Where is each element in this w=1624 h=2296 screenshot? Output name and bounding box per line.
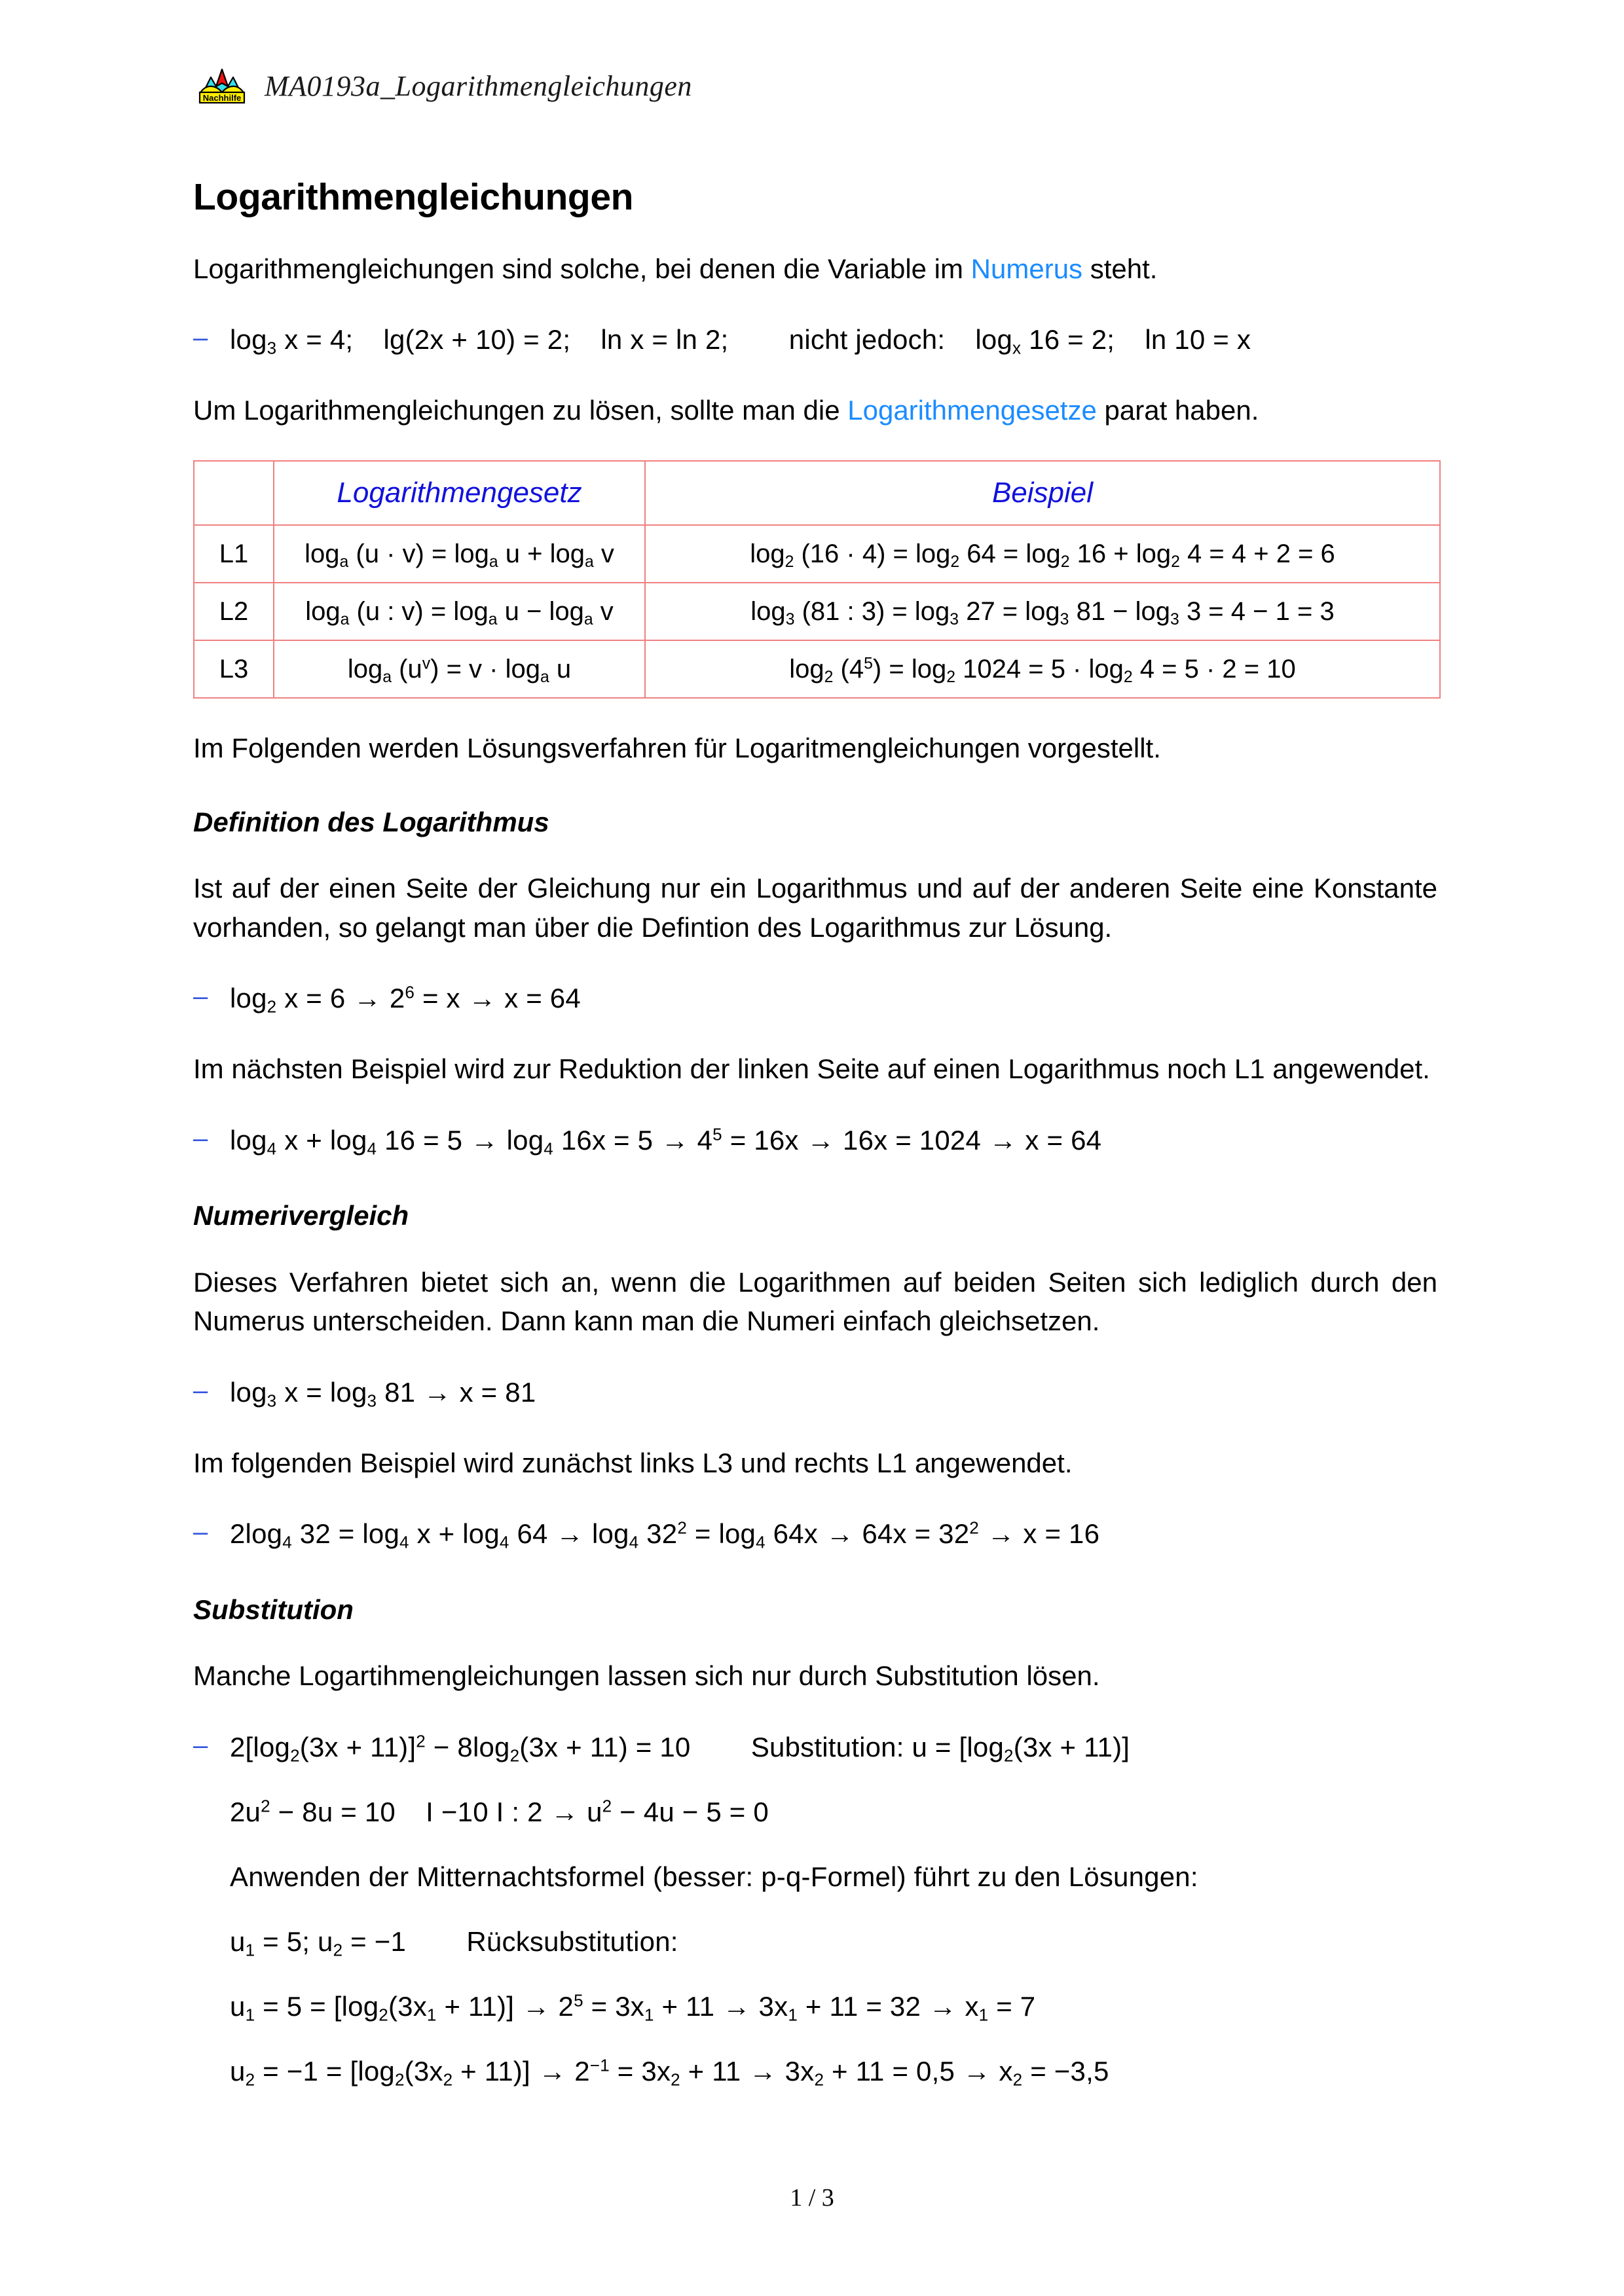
eq-exponent: 6 bbox=[405, 982, 415, 1002]
log-base: 2 bbox=[290, 1745, 300, 1765]
log-token: log bbox=[230, 1125, 267, 1156]
eq-part: 81 bbox=[377, 1376, 416, 1408]
logarithm-laws-table bbox=[193, 460, 1441, 699]
section-heading-numerivergleich: Numerivergleich bbox=[193, 1200, 409, 1231]
implies-arrow-icon: → bbox=[987, 1518, 1015, 1550]
log-base: 4 bbox=[399, 1532, 409, 1552]
eq-part: 4 bbox=[697, 1125, 713, 1156]
eq-part: 16 = 5 bbox=[377, 1125, 463, 1156]
ex-sub: 3 bbox=[785, 610, 795, 629]
intro-paragraph-1 bbox=[193, 249, 1437, 289]
example-numerivergleich-2 bbox=[193, 1512, 1437, 1555]
law-token: v bbox=[593, 539, 614, 568]
log-base: 2 bbox=[394, 2069, 405, 2090]
eq-part: (3x + 11) = 10 bbox=[519, 1731, 691, 1762]
eq-part: x bbox=[999, 2056, 1013, 2087]
example-numerivergleich bbox=[193, 1371, 1437, 1413]
row-label-l1: L1 bbox=[194, 525, 274, 583]
eq-result: x = 81 bbox=[459, 1376, 536, 1408]
eq-exponent: 2 bbox=[969, 1518, 979, 1539]
numerivergleich-paragraph: Dieses Verfahren bietet sich an, wenn die Logarithmen auf beiden Seiten sich lediglich durch den Numerus unterscheiden. Dann kann man die Numeri einfach gleichsetzen. bbox=[193, 1266, 1437, 1337]
table-row bbox=[194, 640, 1440, 698]
eq-part: 64x = 32 bbox=[862, 1518, 970, 1550]
eq-part: + 11 bbox=[654, 1990, 715, 2022]
example-intro bbox=[193, 318, 1437, 361]
law-token: (u : v) = log bbox=[349, 596, 489, 626]
var-index: 1 bbox=[788, 2005, 798, 2025]
ex-token: log bbox=[750, 539, 785, 568]
eq-part: + 11 bbox=[680, 2056, 741, 2087]
eq-part: (3x + 11)] bbox=[299, 1731, 416, 1762]
eq-part: = −1 = [log bbox=[255, 2056, 395, 2087]
law-sup: v bbox=[422, 654, 431, 672]
eq-result: − 4u − 5 = 0 bbox=[612, 1796, 769, 1827]
eq-exponent: 2 bbox=[416, 1731, 426, 1751]
ex-token: 27 = log bbox=[959, 596, 1060, 626]
implies-arrow-icon: → bbox=[551, 1796, 579, 1827]
law-sub: a bbox=[488, 610, 498, 629]
ex-token: 64 = log bbox=[959, 539, 1061, 568]
numerivergleich-paragraph-2: Im folgenden Beispiel wird zunächst links L3 und rechts L1 angewendet. bbox=[193, 1447, 1073, 1478]
eq-part: 32 = log bbox=[291, 1518, 400, 1550]
implies-arrow-icon: → bbox=[522, 1990, 550, 2022]
row-law-l2 bbox=[274, 583, 645, 640]
implies-arrow-icon: → bbox=[423, 1376, 452, 1408]
law-token: u bbox=[549, 654, 572, 683]
definition-paragraph-2: Im nächsten Beispiel wird zur Reduktion der linken Seite auf einen Logarithmus noch L1 angewendet. bbox=[193, 1053, 1430, 1085]
table-row bbox=[194, 583, 1440, 640]
header-cell-empty bbox=[194, 461, 274, 525]
substitution-line-6 bbox=[193, 2050, 1437, 2092]
bullet-dash-icon: – bbox=[193, 1376, 208, 1405]
log-token: log bbox=[591, 1518, 629, 1550]
log-base: 2 bbox=[378, 2005, 388, 2025]
ex-token: 4 = 5 · 2 = 10 bbox=[1132, 654, 1296, 683]
definition-paragraph: Ist auf der einen Seite der Gleichung nur ein Logarithmus und auf der anderen Seite eine Konstante vorhanden, so gelangt man über die Defintion des Logarithmus zur Lösung. bbox=[193, 873, 1437, 943]
var-index: 1 bbox=[426, 2005, 437, 2025]
highlight-logarithmengesetze: Logarithmengesetze bbox=[847, 395, 1097, 426]
eq-exponent: 5 bbox=[574, 1990, 583, 2011]
eq-part: 3x bbox=[758, 1990, 788, 2022]
eq-part: x + log bbox=[409, 1518, 500, 1550]
ex-sub: 3 bbox=[1170, 610, 1179, 629]
eq-part: (3x bbox=[388, 1990, 427, 2022]
log-token: 2log bbox=[230, 1518, 283, 1550]
ex-token: ) = log bbox=[872, 654, 947, 683]
row-label-l2: L2 bbox=[194, 583, 274, 640]
implies-arrow-icon: → bbox=[826, 1518, 854, 1550]
page-header bbox=[196, 65, 692, 106]
ex-token: 3 = 4 − 1 = 3 bbox=[1179, 596, 1335, 626]
law-sub: a bbox=[340, 610, 350, 629]
eq-part: − 8log bbox=[425, 1731, 510, 1762]
document-code: MA0193a_Logarithmengleichungen bbox=[265, 69, 692, 102]
substitution-line-1 bbox=[230, 1726, 1130, 1768]
implies-arrow-icon: → bbox=[354, 983, 382, 1014]
var-index: 1 bbox=[978, 2005, 989, 2025]
log-base: 2 bbox=[509, 1745, 520, 1765]
eq-rest-2: 16 = 2; bbox=[1021, 324, 1115, 355]
eq-6: ln 10 = x bbox=[1145, 324, 1251, 355]
logo-text: Nachhilfe bbox=[202, 93, 242, 103]
intro-text-before: Logarithmengleichungen sind solche, bei denen die Variable im bbox=[193, 253, 971, 284]
implies-arrow-icon: → bbox=[722, 1990, 750, 2022]
ex-sub: 2 bbox=[784, 553, 794, 571]
law-sub: a bbox=[540, 668, 549, 686]
eq-part: = x bbox=[415, 983, 460, 1014]
var-index: 2 bbox=[245, 2069, 255, 2090]
eq-part: = 5 = [log bbox=[255, 1990, 379, 2022]
eq-part: 2 bbox=[574, 2056, 590, 2087]
ex-token: (4 bbox=[833, 654, 864, 683]
intro-text-after: steht. bbox=[1082, 253, 1158, 284]
ex-token: 1024 = 5 · log bbox=[955, 654, 1124, 683]
log-base: 3 bbox=[367, 1391, 377, 1411]
ex-sub: 2 bbox=[1123, 668, 1133, 686]
ex-sub: 3 bbox=[950, 610, 959, 629]
log-base: 4 bbox=[629, 1532, 639, 1552]
eq-operation: I −10 I : 2 bbox=[426, 1796, 543, 1827]
table-header-row bbox=[194, 461, 1440, 525]
eq-part: 16x = 1024 bbox=[843, 1125, 982, 1156]
eq-result: = −3,5 bbox=[1022, 2056, 1109, 2087]
implies-arrow-icon: → bbox=[989, 1125, 1017, 1156]
section-heading-definition: Definition des Logarithmus bbox=[193, 806, 549, 837]
law-token: log bbox=[347, 654, 383, 683]
law-token: log bbox=[305, 596, 341, 626]
eq-part: (3x bbox=[404, 2056, 443, 2087]
nachhilfe-logo-icon bbox=[196, 65, 248, 106]
intro-paragraph-2 bbox=[193, 391, 1437, 430]
ex-sup: 5 bbox=[864, 654, 873, 672]
example-definition-math bbox=[230, 977, 581, 1019]
ex-token: (81 : 3) = log bbox=[794, 596, 950, 626]
eq-exponent: 5 bbox=[712, 1124, 722, 1144]
implies-arrow-icon: → bbox=[470, 1125, 499, 1156]
eq-result: = 7 bbox=[988, 1990, 1036, 2022]
eq-part: = log bbox=[687, 1518, 756, 1550]
example-definition bbox=[193, 977, 1437, 1019]
ruecksubstitution-label: Rücksubstitution: bbox=[466, 1925, 678, 1957]
var-index: 2 bbox=[814, 2069, 824, 2090]
implies-arrow-icon: → bbox=[556, 1518, 584, 1550]
eq-part: 64 bbox=[509, 1518, 548, 1550]
eq-part: 64x bbox=[765, 1518, 818, 1550]
eq-part: u bbox=[230, 2056, 246, 2087]
highlight-numerus: Numerus bbox=[970, 253, 1083, 284]
eq-exponent: 2 bbox=[602, 1796, 612, 1816]
eq-part: 32 bbox=[638, 1518, 678, 1550]
example-definition-2 bbox=[193, 1119, 1437, 1161]
eq-part: (3x + 11)] bbox=[1013, 1731, 1130, 1762]
row-law-l1 bbox=[274, 525, 645, 583]
implies-arrow-icon: → bbox=[929, 1990, 957, 2022]
eq-part: = 5; u bbox=[255, 1925, 333, 1957]
log-base: 4 bbox=[756, 1532, 766, 1552]
eq-part: + 11)] bbox=[452, 2056, 530, 2087]
intro2-after: parat haben. bbox=[1096, 395, 1259, 426]
var-index: 2 bbox=[1012, 2069, 1023, 2090]
log-token: log bbox=[506, 1125, 544, 1156]
eq-part: x bbox=[965, 1990, 979, 2022]
ex-token: log bbox=[789, 654, 824, 683]
ex-sub: 2 bbox=[946, 668, 956, 686]
ex-sub: 2 bbox=[1060, 553, 1070, 571]
example-numerivergleich-2-math bbox=[230, 1512, 1099, 1555]
eq-result: x = 16 bbox=[1023, 1518, 1100, 1550]
ex-token: 16 + log bbox=[1069, 539, 1172, 568]
var-index: 1 bbox=[245, 2005, 255, 2025]
table-row bbox=[194, 525, 1440, 583]
var-index: 2 bbox=[443, 2069, 453, 2090]
row-example-l3 bbox=[645, 640, 1440, 698]
eq-part: = 3x bbox=[609, 2056, 671, 2087]
eq-part: = 3x bbox=[583, 1990, 644, 2022]
eq-part: = 16x bbox=[722, 1125, 799, 1156]
law-token: ) = v · log bbox=[430, 654, 540, 683]
law-sub: a bbox=[382, 668, 392, 686]
law-sub: a bbox=[339, 553, 349, 571]
implies-arrow-icon: → bbox=[748, 2056, 777, 2087]
ex-sub: 2 bbox=[950, 553, 960, 571]
eq-part: x = log bbox=[276, 1376, 367, 1408]
log-base: 4 bbox=[544, 1139, 553, 1159]
eq-part: 3x bbox=[784, 2056, 815, 2087]
intro2-before: Um Logarithmengleichungen zu lösen, sollte man die bbox=[193, 395, 848, 426]
bullet-dash-icon: – bbox=[193, 982, 208, 1011]
eq-part: 2 bbox=[389, 983, 405, 1014]
eq-part: u bbox=[230, 1925, 246, 1957]
law-sub: a bbox=[584, 553, 594, 571]
page-number: 1 / 3 bbox=[790, 2184, 834, 2212]
eq-2: lg(2x + 10) = 2; bbox=[383, 324, 571, 355]
var-index: 1 bbox=[644, 2005, 654, 2025]
implies-arrow-icon: → bbox=[807, 1125, 835, 1156]
eq-exponent: 2 bbox=[677, 1518, 687, 1539]
eq-part: x + log bbox=[276, 1125, 367, 1156]
substitution-label: Substitution: u = [log bbox=[750, 1731, 1004, 1762]
eq-exponent: 2 bbox=[261, 1796, 270, 1816]
ex-sub: 3 bbox=[1060, 610, 1069, 629]
header-cell-law: Logarithmengesetz bbox=[274, 461, 645, 525]
row-law-l3 bbox=[274, 640, 645, 698]
eq-exponent: −1 bbox=[589, 2055, 610, 2075]
eq-part: 2[log bbox=[230, 1731, 291, 1762]
law-token: log bbox=[304, 539, 340, 568]
substitution-line-2 bbox=[193, 1791, 1437, 1833]
ex-token: log bbox=[750, 596, 786, 626]
eq-part: u bbox=[230, 1990, 246, 2022]
log-token: log bbox=[230, 1376, 267, 1408]
example-intro-math bbox=[230, 318, 1251, 361]
law-sub: a bbox=[489, 553, 498, 571]
section-heading-substitution: Substitution bbox=[193, 1594, 354, 1625]
var-index: 2 bbox=[671, 2069, 680, 2090]
example-numerivergleich-math bbox=[230, 1371, 536, 1413]
var-index: 2 bbox=[333, 1940, 343, 1960]
implies-arrow-icon: → bbox=[661, 1125, 689, 1156]
eq-part: x = 6 bbox=[276, 983, 346, 1014]
implies-arrow-icon: → bbox=[963, 2056, 991, 2087]
eq-part: 16x = 5 bbox=[553, 1125, 654, 1156]
header-cell-example: Beispiel bbox=[645, 461, 1440, 525]
page-title: Logarithmengleichungen bbox=[193, 176, 634, 218]
eq-note: nicht jedoch: bbox=[788, 324, 946, 355]
log-token-2: log bbox=[975, 324, 1013, 355]
ex-token: (16 · 4) = log bbox=[794, 539, 951, 568]
eq-part: + 11 = 32 bbox=[798, 1990, 921, 2022]
ex-token: 4 = 4 + 2 = 6 bbox=[1179, 539, 1335, 568]
substitution-line-4 bbox=[193, 1920, 1437, 1963]
law-sub: a bbox=[583, 610, 593, 629]
log-base: 4 bbox=[282, 1532, 292, 1552]
bullet-dash-icon: – bbox=[193, 1124, 208, 1154]
row-example-l2 bbox=[645, 583, 1440, 640]
log-base: 3 bbox=[267, 338, 277, 358]
law-token: (u · v) = log bbox=[348, 539, 489, 568]
log-token: log bbox=[230, 324, 267, 355]
document-body bbox=[193, 177, 1437, 2092]
log-base: 4 bbox=[267, 1139, 277, 1159]
eq-result: x = 64 bbox=[1025, 1125, 1102, 1156]
row-label-l3: L3 bbox=[194, 640, 274, 698]
substitution-paragraph: Manche Logartihmengleichungen lassen sich nur durch Substitution lösen. bbox=[193, 1660, 1100, 1691]
implies-arrow-icon: → bbox=[468, 983, 496, 1014]
row-example-l1 bbox=[645, 525, 1440, 583]
log-base: 2 bbox=[1004, 1745, 1014, 1765]
eq-part: − 8u = 10 bbox=[270, 1796, 396, 1827]
eq-result: x = 64 bbox=[504, 983, 581, 1014]
var-index: 1 bbox=[245, 1940, 255, 1960]
eq-part: + 11)] bbox=[436, 1990, 515, 2022]
eq-part: 2u bbox=[230, 1796, 261, 1827]
eq-part: 2 bbox=[558, 1990, 574, 2022]
eq-3: ln x = ln 2; bbox=[600, 324, 729, 355]
ex-token: 81 − log bbox=[1069, 596, 1171, 626]
example-definition-2-math bbox=[230, 1119, 1101, 1161]
law-token: u − log bbox=[497, 596, 584, 626]
implies-arrow-icon: → bbox=[538, 2056, 566, 2087]
bullet-dash-icon: – bbox=[193, 323, 208, 353]
eq-part: + 11 = 0,5 bbox=[824, 2056, 955, 2087]
substitution-line-3: Anwenden der Mitternachtsformel (besser: p-q-Formel) führt zu den Lösungen: bbox=[230, 1861, 1198, 1892]
after-table-paragraph: Im Folgenden werden Lösungsverfahren für Logaritmengleichungen vorgestellt. bbox=[193, 733, 1161, 764]
ex-sub: 2 bbox=[824, 668, 834, 686]
eq-rest: x = 4; bbox=[276, 324, 354, 355]
substitution-line-5 bbox=[193, 1985, 1437, 2028]
bullet-dash-icon: – bbox=[193, 1730, 208, 1760]
eq-part: u bbox=[587, 1796, 602, 1827]
log-base: 3 bbox=[267, 1391, 277, 1411]
log-token: log bbox=[230, 983, 267, 1014]
log-base: 4 bbox=[499, 1532, 509, 1552]
law-token: (u bbox=[392, 654, 422, 683]
example-substitution-1 bbox=[193, 1726, 1437, 1768]
log-base: 4 bbox=[367, 1139, 377, 1159]
ex-sub: 2 bbox=[1171, 553, 1180, 571]
eq-part: = −1 bbox=[342, 1925, 407, 1957]
page-footer bbox=[0, 2183, 1624, 2212]
bullet-dash-icon: – bbox=[193, 1518, 208, 1547]
log-base: 2 bbox=[267, 996, 277, 1017]
law-token: u + log bbox=[498, 539, 585, 568]
law-token: v bbox=[593, 596, 614, 626]
log-base-2: x bbox=[1012, 338, 1022, 358]
